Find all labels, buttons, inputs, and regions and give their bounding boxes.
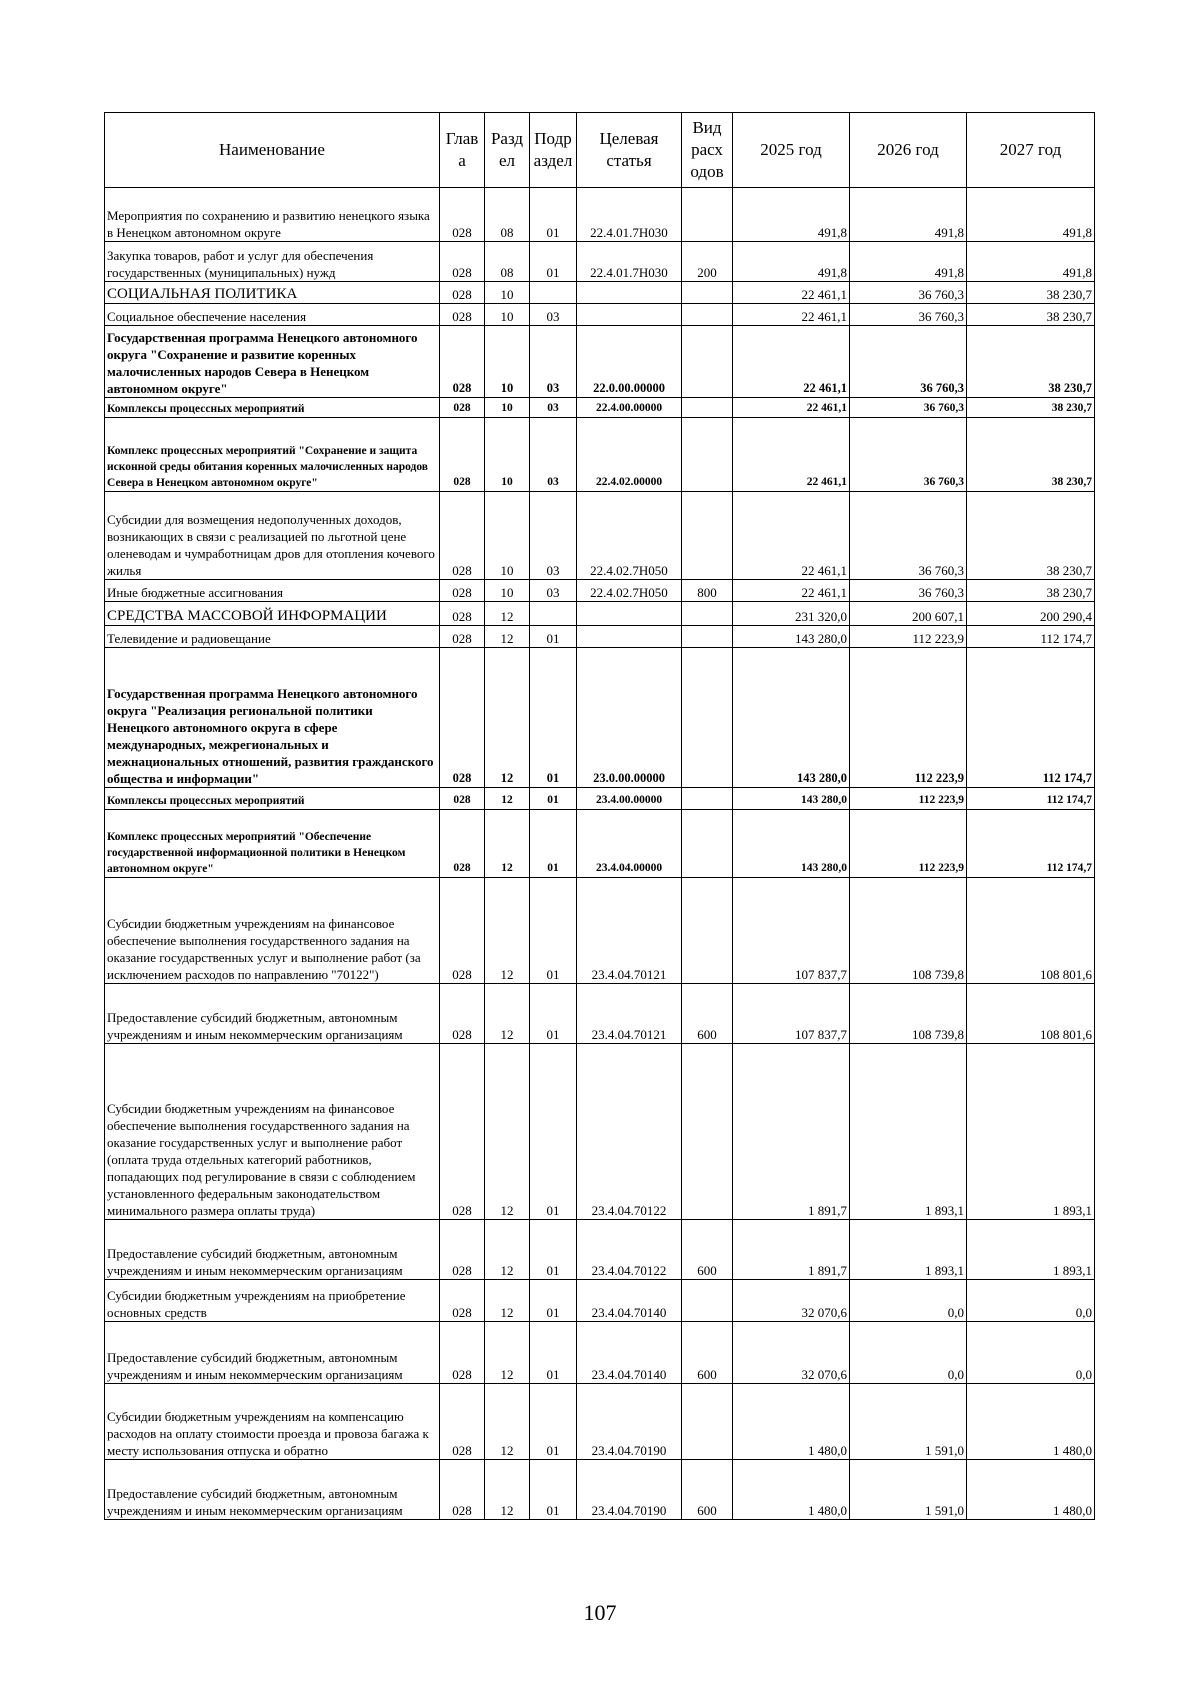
cell-podrazdel: 03 [530,580,577,602]
cell-razdel: 10 [485,304,530,326]
table-row [105,1044,1095,1220]
cell-2025: 143 280,0 [733,648,850,788]
cell-2025: 22 461,1 [733,304,850,326]
table-row [105,1460,1095,1520]
cell-glava: 028 [440,1322,485,1384]
table-row [105,1280,1095,1322]
cell-glava: 028 [440,1280,485,1322]
cell-2026: 112 223,9 [850,626,967,648]
cell-vid: 600 [682,1460,733,1520]
header-2027: 2027 год [967,113,1095,188]
cell-2026: 108 739,8 [850,878,967,984]
cell-razdel: 10 [485,418,530,492]
cell-statya: 23.4.00.00000 [577,788,682,810]
cell-razdel: 12 [485,1220,530,1280]
cell-podrazdel: 01 [530,648,577,788]
cell-vid: 800 [682,580,733,602]
cell-2026: 200 607,1 [850,602,967,626]
cell-name: Предоставление субсидий бюджетным, автономным учреждениям и иным некоммерческим организациям [105,1322,440,1384]
cell-vid [682,648,733,788]
cell-glava: 028 [440,580,485,602]
cell-statya [577,282,682,304]
cell-2026: 1 893,1 [850,1044,967,1220]
cell-glava: 028 [440,492,485,580]
cell-2027: 1 893,1 [967,1220,1095,1280]
cell-statya: 23.4.04.70121 [577,878,682,984]
cell-podrazdel: 03 [530,304,577,326]
cell-podrazdel: 01 [530,810,577,878]
cell-2026: 108 739,8 [850,984,967,1044]
cell-vid [682,788,733,810]
cell-razdel: 08 [485,188,530,242]
cell-2026: 491,8 [850,242,967,282]
cell-razdel: 10 [485,580,530,602]
cell-statya: 23.4.04.70122 [577,1044,682,1220]
cell-vid [682,1280,733,1322]
cell-glava: 028 [440,418,485,492]
cell-podrazdel: 01 [530,1220,577,1280]
cell-statya: 22.4.02.7Н050 [577,580,682,602]
cell-name: Закупка товаров, работ и услуг для обеспечения государственных (муниципальных) нужд [105,242,440,282]
cell-2027: 112 174,7 [967,810,1095,878]
cell-statya: 22.4.01.7Н030 [577,242,682,282]
cell-2027: 38 230,7 [967,326,1095,398]
cell-vid [682,1384,733,1460]
cell-glava: 028 [440,602,485,626]
cell-2025: 22 461,1 [733,492,850,580]
cell-name: Государственная программа Ненецкого автономного округа "Реализация региональной политики Ненецкого автономного округа в сфере международных, межрегиональных и межнациональных отношений, развития гражданского общества и информации" [105,648,440,788]
cell-name: Комплексы процессных мероприятий [105,788,440,810]
cell-2025: 1 480,0 [733,1384,850,1460]
table-body [105,188,1095,1520]
cell-2027: 0,0 [967,1280,1095,1322]
cell-2027: 38 230,7 [967,418,1095,492]
cell-podrazdel: 03 [530,492,577,580]
table-row [105,188,1095,242]
cell-statya: 23.4.04.00000 [577,810,682,878]
cell-name: Мероприятия по сохранению и развитию ненецкого языка в Ненецком автономном округе [105,188,440,242]
table-row [105,878,1095,984]
cell-glava: 028 [440,1384,485,1460]
cell-2027: 38 230,7 [967,398,1095,418]
cell-2026: 491,8 [850,188,967,242]
cell-name: Комплекс процессных мероприятий "Обеспечение государственной информационной политики в Ненецком автономном округе" [105,810,440,878]
cell-name: Социальное обеспечение населения [105,304,440,326]
header-vid: Вид расх одов [682,113,733,188]
cell-podrazdel: 01 [530,1280,577,1322]
cell-2025: 32 070,6 [733,1322,850,1384]
cell-glava: 028 [440,1044,485,1220]
cell-name: Предоставление субсидий бюджетным, автономным учреждениям и иным некоммерческим организациям [105,984,440,1044]
cell-vid: 600 [682,1220,733,1280]
cell-podrazdel [530,602,577,626]
cell-2025: 1 891,7 [733,1044,850,1220]
cell-vid [682,326,733,398]
cell-name: Предоставление субсидий бюджетным, автономным учреждениям и иным некоммерческим организациям [105,1460,440,1520]
cell-2026: 36 760,3 [850,326,967,398]
cell-podrazdel: 01 [530,188,577,242]
cell-2025: 22 461,1 [733,580,850,602]
cell-statya: 23.4.04.70121 [577,984,682,1044]
table-row [105,326,1095,398]
cell-name: СРЕДСТВА МАССОВОЙ ИНФОРМАЦИИ [105,602,440,626]
cell-glava: 028 [440,810,485,878]
cell-name: Предоставление субсидий бюджетным, автономным учреждениям и иным некоммерческим организациям [105,1220,440,1280]
cell-podrazdel: 01 [530,788,577,810]
cell-2027: 38 230,7 [967,282,1095,304]
cell-2025: 491,8 [733,188,850,242]
cell-vid [682,304,733,326]
cell-2027: 38 230,7 [967,580,1095,602]
cell-2025: 143 280,0 [733,626,850,648]
cell-2026: 36 760,3 [850,418,967,492]
cell-vid [682,418,733,492]
cell-2026: 1 893,1 [850,1220,967,1280]
cell-2027: 491,8 [967,242,1095,282]
cell-statya: 22.4.02.7Н050 [577,492,682,580]
cell-2026: 36 760,3 [850,282,967,304]
header-podrazdel: Подр аздел [530,113,577,188]
table-row [105,398,1095,418]
cell-razdel: 12 [485,1384,530,1460]
cell-name: Комплексы процессных мероприятий [105,398,440,418]
cell-2025: 107 837,7 [733,878,850,984]
cell-razdel: 12 [485,648,530,788]
cell-statya: 23.0.00.00000 [577,648,682,788]
cell-2025: 491,8 [733,242,850,282]
cell-podrazdel: 03 [530,398,577,418]
cell-2025: 22 461,1 [733,418,850,492]
table-row [105,580,1095,602]
header-name: Наименование [105,113,440,188]
cell-razdel: 12 [485,1460,530,1520]
header-2026: 2026 год [850,113,967,188]
cell-glava: 028 [440,1220,485,1280]
cell-podrazdel [530,282,577,304]
cell-glava: 028 [440,398,485,418]
cell-statya: 22.4.01.7Н030 [577,188,682,242]
cell-vid [682,282,733,304]
cell-podrazdel: 01 [530,984,577,1044]
cell-glava: 028 [440,648,485,788]
cell-podrazdel: 01 [530,626,577,648]
table-row [105,602,1095,626]
cell-2027: 38 230,7 [967,492,1095,580]
cell-statya [577,602,682,626]
cell-name: Субсидии бюджетным учреждениям на финансовое обеспечение выполнения государственного задания на оказание государственных услуг и выполнение работ (оплата труда отдельных категорий работников, попадающих под регулирование в связи с соблюдением установленного федеральным законодательством минимального размера оплаты труда) [105,1044,440,1220]
cell-2027: 1 480,0 [967,1384,1095,1460]
table-row [105,1384,1095,1460]
cell-name: Иные бюджетные ассигнования [105,580,440,602]
cell-razdel: 10 [485,282,530,304]
table-row [105,984,1095,1044]
cell-podrazdel: 01 [530,878,577,984]
cell-glava: 028 [440,878,485,984]
cell-podrazdel: 01 [530,1460,577,1520]
cell-statya: 22.4.00.00000 [577,398,682,418]
cell-razdel: 12 [485,810,530,878]
cell-statya: 23.4.04.70122 [577,1220,682,1280]
cell-name: Субсидии бюджетным учреждениям на финансовое обеспечение выполнения государственного задания на оказание государственных услуг и выполнение работ (за исключением расходов по направлению "70122") [105,878,440,984]
cell-vid [682,1044,733,1220]
cell-2027: 1 893,1 [967,1044,1095,1220]
cell-2026: 0,0 [850,1322,967,1384]
cell-glava: 028 [440,788,485,810]
header-2025: 2025 год [733,113,850,188]
cell-statya: 23.4.04.70190 [577,1384,682,1460]
cell-2027: 0,0 [967,1322,1095,1384]
cell-vid [682,810,733,878]
cell-2027: 1 480,0 [967,1460,1095,1520]
cell-vid [682,602,733,626]
cell-glava: 028 [440,242,485,282]
cell-2027: 112 174,7 [967,626,1095,648]
cell-2026: 36 760,3 [850,580,967,602]
header-statya: Целевая статья [577,113,682,188]
cell-2026: 112 223,9 [850,648,967,788]
cell-glava: 028 [440,626,485,648]
cell-podrazdel: 01 [530,1384,577,1460]
cell-podrazdel: 01 [530,242,577,282]
table-row [105,626,1095,648]
header-razdel: Разд ел [485,113,530,188]
cell-vid: 600 [682,1322,733,1384]
table-row [105,788,1095,810]
cell-2026: 36 760,3 [850,398,967,418]
cell-razdel: 12 [485,788,530,810]
cell-statya: 22.4.02.00000 [577,418,682,492]
cell-2025: 32 070,6 [733,1280,850,1322]
cell-razdel: 10 [485,398,530,418]
cell-2026: 1 591,0 [850,1460,967,1520]
cell-name: Субсидии бюджетным учреждениям на компенсацию расходов на оплату стоимости проезда и провоза багажа к месту использования отпуска и обратно [105,1384,440,1460]
cell-2027: 108 801,6 [967,878,1095,984]
cell-2027: 108 801,6 [967,984,1095,1044]
table-row [105,1220,1095,1280]
cell-name: Государственная программа Ненецкого автономного округа "Сохранение и развитие коренных малочисленных народов Севера в Ненецком автономном округе" [105,326,440,398]
cell-glava: 028 [440,984,485,1044]
cell-2027: 200 290,4 [967,602,1095,626]
cell-razdel: 12 [485,878,530,984]
table-row [105,1322,1095,1384]
cell-2026: 112 223,9 [850,810,967,878]
table-row [105,282,1095,304]
table-row [105,418,1095,492]
cell-statya [577,626,682,648]
cell-2025: 231 320,0 [733,602,850,626]
cell-2027: 112 174,7 [967,648,1095,788]
cell-vid [682,188,733,242]
cell-glava: 028 [440,282,485,304]
cell-glava: 028 [440,1460,485,1520]
cell-2025: 1 480,0 [733,1460,850,1520]
cell-vid [682,626,733,648]
cell-name: СОЦИАЛЬНАЯ ПОЛИТИКА [105,282,440,304]
cell-podrazdel: 01 [530,1322,577,1384]
cell-razdel: 10 [485,492,530,580]
cell-name: Телевидение и радиовещание [105,626,440,648]
cell-name: Субсидии для возмещения недополученных доходов, возникающих в связи с реализацией по льготной цене оленеводам и чумработницам дров для отопления кочевого жилья [105,492,440,580]
cell-statya: 23.4.04.70140 [577,1322,682,1384]
cell-2026: 1 591,0 [850,1384,967,1460]
cell-2026: 36 760,3 [850,304,967,326]
cell-2026: 0,0 [850,1280,967,1322]
cell-razdel: 12 [485,1044,530,1220]
cell-2025: 22 461,1 [733,282,850,304]
cell-2025: 143 280,0 [733,788,850,810]
cell-2026: 36 760,3 [850,492,967,580]
cell-razdel: 12 [485,602,530,626]
cell-glava: 028 [440,304,485,326]
table-row [105,648,1095,788]
cell-razdel: 12 [485,1280,530,1322]
cell-vid: 200 [682,242,733,282]
cell-statya: 23.4.04.70190 [577,1460,682,1520]
cell-name: Комплекс процессных мероприятий "Сохранение и защита исконной среды обитания коренных малочисленных народов Севера в Ненецком автономном округе" [105,418,440,492]
cell-glava: 028 [440,326,485,398]
cell-razdel: 08 [485,242,530,282]
table-row [105,242,1095,282]
header-glava: Глав а [440,113,485,188]
cell-2025: 22 461,1 [733,326,850,398]
cell-statya: 22.0.00.00000 [577,326,682,398]
cell-2027: 112 174,7 [967,788,1095,810]
cell-2026: 112 223,9 [850,788,967,810]
budget-table [104,112,1095,1520]
cell-2025: 1 891,7 [733,1220,850,1280]
cell-podrazdel: 03 [530,326,577,398]
cell-2025: 143 280,0 [733,810,850,878]
page-number: 107 [583,1600,617,1625]
cell-razdel: 12 [485,1322,530,1384]
cell-vid [682,492,733,580]
cell-2025: 107 837,7 [733,984,850,1044]
table-row [105,304,1095,326]
cell-2027: 491,8 [967,188,1095,242]
cell-glava: 028 [440,188,485,242]
cell-vid: 600 [682,984,733,1044]
cell-podrazdel: 01 [530,1044,577,1220]
table-header-row [105,113,1095,188]
cell-statya: 23.4.04.70140 [577,1280,682,1322]
cell-2027: 38 230,7 [967,304,1095,326]
cell-razdel: 12 [485,984,530,1044]
cell-2025: 22 461,1 [733,398,850,418]
cell-statya [577,304,682,326]
cell-razdel: 12 [485,626,530,648]
table-row [105,810,1095,878]
cell-vid [682,398,733,418]
cell-name: Субсидии бюджетным учреждениям на приобретение основных средств [105,1280,440,1322]
table-row [105,492,1095,580]
cell-vid [682,878,733,984]
cell-podrazdel: 03 [530,418,577,492]
cell-razdel: 10 [485,326,530,398]
